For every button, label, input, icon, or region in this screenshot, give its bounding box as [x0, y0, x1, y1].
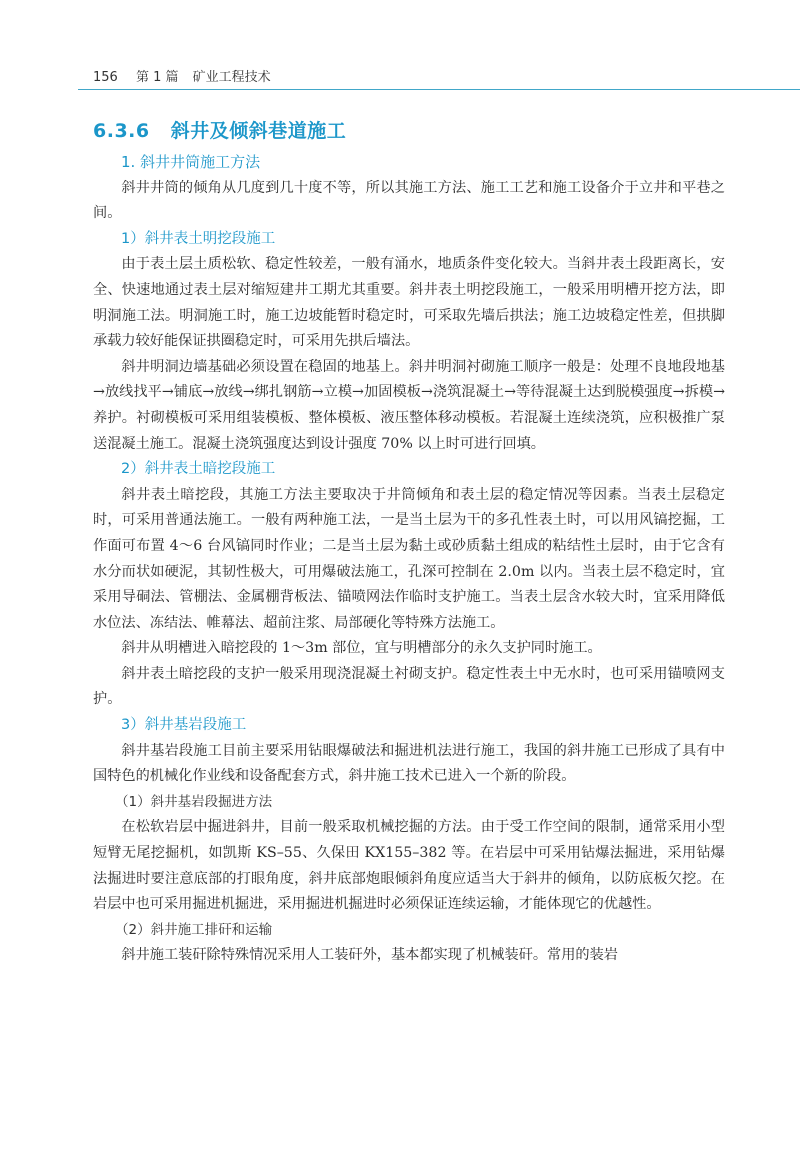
paragraph: 斜井表土暗挖段的支护一般采用现浇混凝土衬砌支护。稳定性表土中无水时，也可采用锚喷网支护。	[93, 665, 725, 708]
paragraph: 斜井施工装矸除特殊情况采用人工装矸外，基本都实现了机械装矸。常用的装岩	[121, 947, 618, 964]
subsubsection-heading: 2）斜井表土暗挖段施工	[121, 461, 276, 478]
paragraph: 斜井基岩段施工目前主要采用钻眼爆破法和掘进机法进行施工，我国的斜井施工已形成了具有中国特色的机械化作业线和设备配套方式，斜井施工技术已进入一个新的阶段。	[93, 742, 725, 785]
subsubsection-heading: 1）斜井表土明挖段施工	[121, 230, 276, 247]
paragraph: 斜井表土暗挖段，其施工方法主要取决于井筒倾角和表土层的稳定情况等因素。当表土层稳定时，可采用普通法施工。一般有两种施工法，一是当土层为干的多孔性表土时，可以用风镐挖掘，工作面可布置 4～6 台风镐同时作业；二是当土层为黏土或砂质黏土组成的粘结性土层时，由于它含有水分而状如硬泥，其韧性极大，可用爆破法施工，孔深可控制在 2.0m 以内。当表土层不稳定时，宜采用导硐法、管棚法、金属棚背板法、锚喷网法作临时支护施工。当表土层含水较大时，宜采用降低水位法、冻结法、帷幕法、超前注浆、局部硬化等特殊方法施工。	[93, 486, 725, 631]
paragraph: 斜井从明槽进入暗挖段的 1～3m 部位，宜与明槽部分的永久支护同时施工。	[121, 640, 602, 657]
header-divider	[78, 89, 800, 90]
body-text	[93, 150, 725, 969]
item-heading: （2）斜井施工排矸和运输	[115, 921, 273, 938]
section-number: 6.3.6	[93, 120, 150, 142]
page-number: 156	[93, 70, 118, 85]
paragraph: 斜井明洞边墙基础必须设置在稳固的地基上。斜井明洞衬砌施工顺序一般是：处理不良地段地基→放线找平→铺底→放线→绑扎钢筋→立模→加固模板→浇筑混凝土→等待混凝土达到脱模强度→拆模→养护。衬砌模板可采用组装模板、整体模板、液压整体移动模板。若混凝土连续浇筑，应积极推广泵送混凝土施工。混凝土浇筑强度达到设计强度 70% 以上时可进行回填。	[93, 358, 725, 452]
section-heading	[93, 116, 346, 143]
paragraph: 在松软岩层中掘进斜井，目前一般采取机械挖掘的方法。由于受工作空间的限制，通常采用小型短臂无尾挖掘机，如凯斯 KS–55、久保田 KX155–382 等。在岩层中可采用钻爆法掘进，采用钻爆法掘进时要注意底部的打眼角度，斜井底部炮眼倾斜角度应适当大于斜井的倾角，以防底板欠挖。在岩层中也可采用掘进机掘进，采用掘进机掘进时必须保证连续运输，才能体现它的优越性。	[93, 819, 725, 913]
subsubsection-heading: 3）斜井基岩段施工	[121, 717, 247, 734]
part-label: 第 1 篇	[135, 70, 179, 85]
part-title: 矿业工程技术	[192, 70, 271, 85]
item-heading: （1）斜井基岩段掘进方法	[115, 793, 273, 810]
section-title: 斜井及倾斜巷道施工	[170, 120, 347, 142]
subsection-heading: 1. 斜井井筒施工方法	[121, 153, 261, 171]
running-header	[93, 66, 271, 85]
paragraph: 斜井井筒的倾角从几度到几十度不等，所以其施工方法、施工工艺和施工设备介于立井和平巷之间。	[93, 179, 725, 222]
paragraph: 由于表土层土质松软、稳定性较差，一般有涌水，地质条件变化较大。当斜井表土段距离长，安全、快速地通过表土层对缩短建井工期尤其重要。斜井表土明挖段施工，一般采用明槽开挖方法，即明洞施工法。明洞施工时，施工边坡能暂时稳定时，可采取先墙后拱法；施工边坡稳定性差，但拱脚承载力较好能保证拱圈稳定时，可采用先拱后墙法。	[93, 256, 725, 350]
